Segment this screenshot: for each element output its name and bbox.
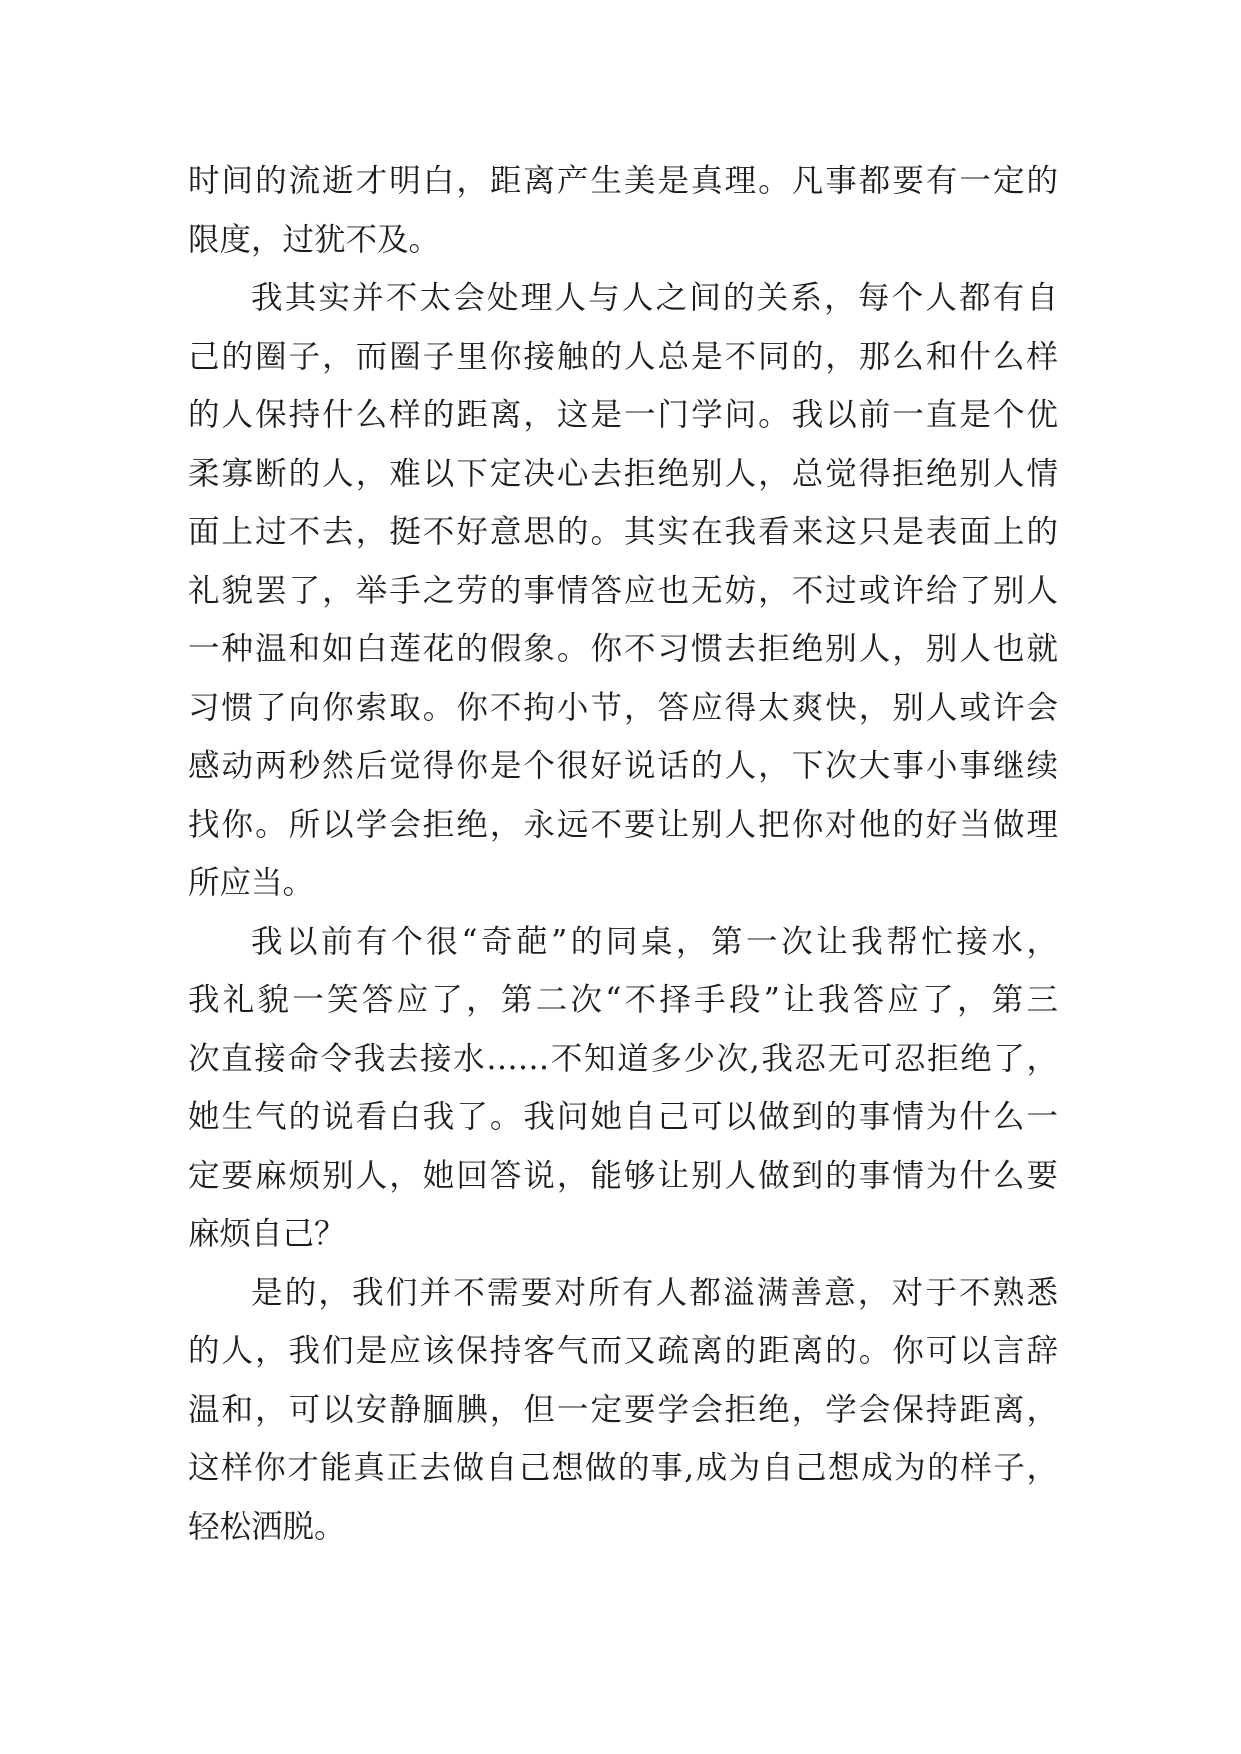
text-line: 定要麻烦别人，她回答说，能够让别人做到的事情为什么要: [188, 1157, 1058, 1194]
text-line: 的人保持什么样的距离，这是一门学问。我以前一直是个优: [188, 397, 1058, 433]
text-line: 我以前有个很“奇葩”的同桌，第一次让我帮忙接水，: [251, 923, 1058, 960]
text-line: 限度，过犹不及。: [188, 221, 441, 258]
text-line: 的人，我们是应该保持客气而又疏离的距离的。你可以言辞: [188, 1333, 1058, 1369]
text-line: 她生气的说看白我了。我问她自己可以做到的事情为什么一: [188, 1099, 1058, 1135]
text-line: 己的圈子，而圈子里你接触的人总是不同的，那么和什么样: [188, 338, 1058, 375]
text-line: 轻松洒脱。: [188, 1508, 346, 1545]
text-line: 习惯了向你索取。你不拘小节，答应得太爽快，别人或许会: [188, 689, 1058, 726]
text-line: 一种温和如白莲花的假象。你不习惯去拒绝别人，别人也就: [188, 631, 1058, 667]
paragraph-2: [188, 269, 1058, 913]
text-line: 时间的流逝才明白，距离产生美是真理。凡事都要有一定的: [188, 163, 1058, 199]
text-line: 我礼貌一笑答应了，第二次“不择手段”让我答应了，第三: [188, 982, 1058, 1018]
text-line: 我其实并不太会处理人与人之间的关系，每个人都有自: [251, 280, 1058, 316]
paragraph-4: [188, 1264, 1058, 1557]
text-line: 柔寡断的人，难以下定决心去拒绝别人，总觉得拒绝别人情: [188, 455, 1058, 492]
paragraph-1: [188, 152, 1058, 269]
text-line: 这样你才能真正去做自己想做的事,成为自己想成为的样子，: [188, 1450, 1058, 1486]
paragraph-3: [188, 913, 1058, 1264]
text-line: 次直接命令我去接水……不知道多少次,我忍无可忍拒绝了，: [188, 1040, 1058, 1077]
text-line: 感动两秒然后觉得你是个很好说话的人，下次大事小事继续: [188, 748, 1058, 784]
text-line: 面上过不去，挺不好意思的。其实在我看来这只是表面上的: [188, 514, 1058, 550]
body-text: [188, 152, 1058, 1556]
text-line: 温和，可以安静腼腆，但一定要学会拒绝，学会保持距离，: [188, 1391, 1058, 1428]
text-line: 所应当。: [188, 865, 315, 901]
text-line: 礼貌罢了，举手之劳的事情答应也无妨，不过或许给了别人: [188, 572, 1058, 609]
text-line: 是的，我们并不需要对所有人都溢满善意，对于不熟悉: [251, 1274, 1058, 1311]
text-line: 找你。所以学会拒绝，永远不要让别人把你对他的好当做理: [188, 806, 1058, 843]
text-line: 麻烦自己？: [188, 1216, 346, 1252]
